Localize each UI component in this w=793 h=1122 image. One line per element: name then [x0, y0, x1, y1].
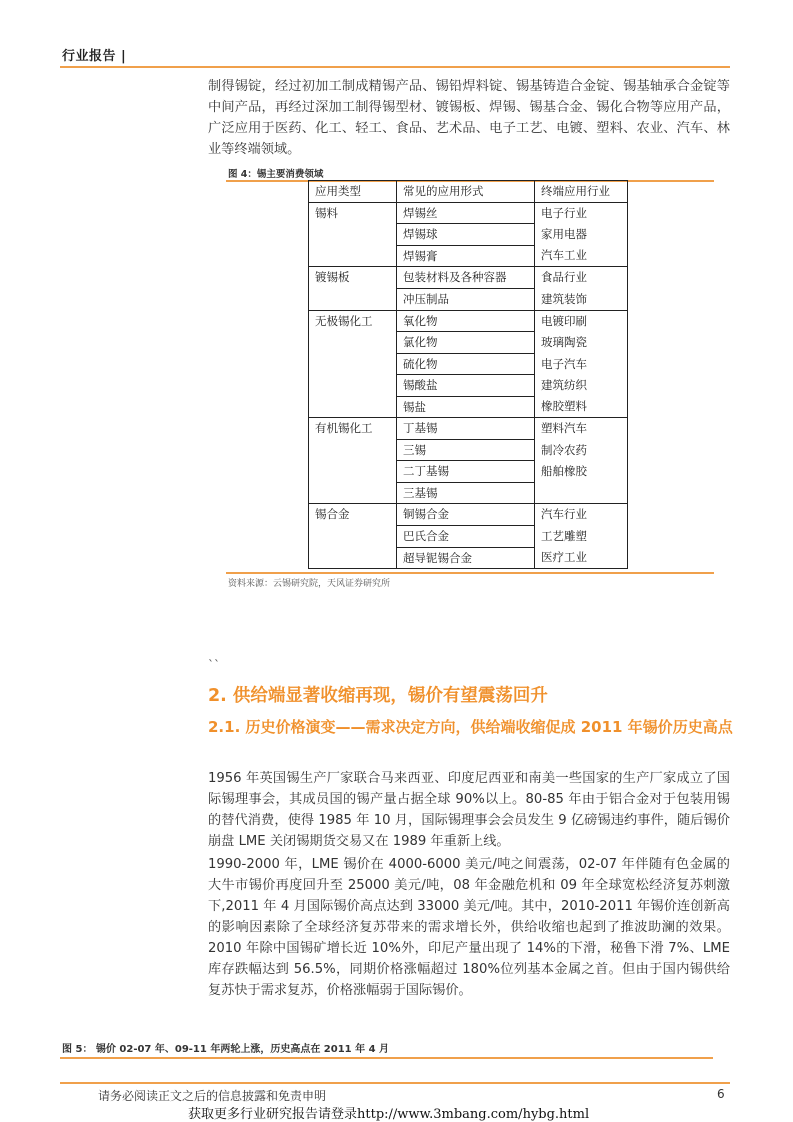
- table-row: [309, 202, 628, 224]
- industry-item: 电镀印刷: [541, 313, 587, 328]
- form-cell: 巴氏合金: [397, 526, 535, 548]
- form-cell: 铜锡合金: [397, 504, 535, 526]
- figure4-source: 资料来源：云锡研究院，天风证券研究所: [228, 579, 391, 589]
- table-row: [309, 267, 628, 289]
- industry-cell: [535, 310, 628, 418]
- industry-item: 制冷农药: [541, 442, 587, 457]
- industry-item: 电子行业: [541, 205, 587, 220]
- type-cell: 锡料: [309, 202, 397, 267]
- industry-item: 家用电器: [541, 226, 587, 241]
- industry-item: 汽车工业: [541, 248, 587, 263]
- section-2-heading: 2. 供给端显著收缩再现，锡价有望震荡回升: [208, 686, 548, 706]
- industry-cell: [535, 267, 628, 311]
- industry-item: 汽车行业: [541, 507, 587, 522]
- header-cell: 终端应用行业: [535, 181, 628, 203]
- tin-consumption-table: [308, 180, 628, 569]
- section-2-1-heading: 2.1. 历史价格演变——需求决定方向，供给端收缩促成 2011 年锡价历史高点: [208, 718, 733, 736]
- header-cell: 应用类型: [309, 181, 397, 203]
- type-cell: 锡合金: [309, 504, 397, 569]
- form-cell: 焊锡膏: [397, 245, 535, 267]
- figure5-rule: [60, 1057, 713, 1059]
- promo-link[interactable]: 获取更多行业研究报告请登录http://www.3mbang.com/hybg.html: [188, 1107, 590, 1122]
- industry-cell: [535, 504, 628, 569]
- form-cell: 三锡: [397, 439, 535, 461]
- form-cell: 锡酸盐: [397, 375, 535, 397]
- industry-item: 建筑装饰: [541, 291, 587, 306]
- form-cell: 焊锡丝: [397, 202, 535, 224]
- stray-mark: ``: [208, 658, 220, 672]
- form-cell: 焊锡球: [397, 224, 535, 246]
- header-rule: [60, 66, 730, 68]
- form-cell: 包装材料及各种容器: [397, 267, 535, 289]
- form-cell: 锡盐: [397, 396, 535, 418]
- form-cell: 氧化物: [397, 310, 535, 332]
- type-cell: 镀锡板: [309, 267, 397, 311]
- history-paragraph-1: 1956 年英国锡生产厂家联合马来西亚、印度尼西亚和南美一些国家的生产厂家成立了国际锡理事会，其成员国的锡产量占据全球 90%以上。80-85 年由于铝合金对于包装用锡的替代消费，使得 1985 年 10 月，国际锡理事会会员发生 9 亿磅锡违约事件，随后锡价崩盘 LME 关闭锡期货交易又在 1989 年重新上线。: [208, 771, 730, 849]
- report-type-label: 行业报告 |: [62, 49, 127, 64]
- figure5-caption: 图 5： 锡价 02-07 年、09-11 年两轮上涨，历史高点在 2011 年 4 月: [62, 1044, 390, 1055]
- form-cell: 氯化物: [397, 332, 535, 354]
- industry-item: 食品行业: [541, 270, 587, 285]
- form-cell: 超导铌锡合金: [397, 547, 535, 569]
- type-cell: 有机锡化工: [309, 418, 397, 504]
- industry-item: 工艺雕塑: [541, 528, 587, 543]
- table-row: [309, 504, 628, 526]
- industry-item: 医疗工业: [541, 550, 587, 565]
- form-cell: 硫化物: [397, 353, 535, 375]
- industry-cell: [535, 418, 628, 504]
- page-number: 6: [717, 1087, 725, 1101]
- industry-item: 塑料汽车: [541, 421, 587, 436]
- industry-item: 电子汽车: [541, 356, 587, 371]
- type-cell: 无极锡化工: [309, 310, 397, 418]
- history-paragraph-2: 1990-2000 年，LME 锡价在 4000-6000 美元/吨之间震荡，02-07 年伴随有色金属的大牛市锡价再度回升至 25000 美元/吨，08 年金融危机和 09 年全球宽松经济复苏刺激下,2011 年 4 月国际锡价高点达到 33000 美元/吨。其中，2010-2011 年锡价连创新高的影响因素除了全球经济复苏带来的需求增长外，供给收缩也起到了推波助澜的效果。2010 年除中国锡矿增长近 10%外，印尼产量出现了 14%的下滑，秘鲁下滑 7%、LME 库存跌幅达到 56.5%，同期价格涨幅超过 180%位列基本金属之首。但由于国内锡供给复苏快于需求复苏，价格涨幅弱于国际锡价。: [208, 857, 730, 998]
- form-cell: 冲压制品: [397, 289, 535, 311]
- industry-item: 玻璃陶瓷: [541, 335, 587, 350]
- header-cell: 常见的应用形式: [397, 181, 535, 203]
- figure4-caption: 图 4：锡主要消费领域: [228, 169, 324, 180]
- industry-item: 船舶橡胶: [541, 464, 587, 479]
- footer-rule: [60, 1082, 730, 1084]
- table-row: [309, 310, 628, 332]
- table-row: [309, 418, 628, 440]
- footer-disclaimer: 请务必阅读正文之后的信息披露和免责申明: [98, 1089, 327, 1103]
- table-header-row: [309, 181, 628, 203]
- form-cell: 三基锡: [397, 482, 535, 504]
- industry-item: 建筑纺织: [541, 377, 587, 392]
- industry-cell: [535, 202, 628, 267]
- intro-paragraph: 制得锡锭，经过初加工制成精锡产品、锡铅焊料锭、锡基铸造合金锭、锡基轴承合金锭等中间产品，再经过深加工制得锡型材、镀锡板、焊锡、锡基合金、锡化合物等应用产品，广泛应用于医药、化工、轻工、食品、艺术品、电子工艺、电镀、塑料、农业、汽车、林业等终端领域。: [208, 79, 730, 157]
- figure4-bottom-rule: [226, 572, 714, 574]
- form-cell: 丁基锡: [397, 418, 535, 440]
- form-cell: 二丁基锡: [397, 461, 535, 483]
- industry-item: 橡胶塑料: [541, 399, 587, 414]
